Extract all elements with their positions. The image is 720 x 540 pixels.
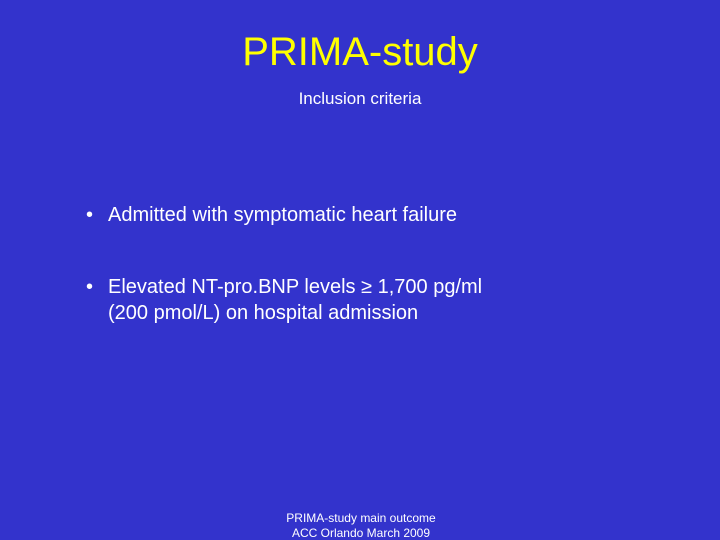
slide-title: PRIMA-study [242,30,478,74]
bullet-list [86,202,706,326]
bullet-item [86,202,706,228]
bullet-text: Admitted with symptomatic heart failure [108,204,458,226]
bullet-marker: • [86,276,94,298]
bullet-marker: • [86,204,94,226]
footer-line-1: PRIMA-study main outcome [286,511,436,525]
bullet-text: Elevated NT-pro.BNP levels ≥ 1,700 pg/ml (200 pmol/L) on hospital admission [108,276,483,324]
footer-line-2: ACC Orlando March 2009 [291,526,431,540]
slide-subtitle: Inclusion criteria [298,89,422,108]
slide-footer [0,511,720,540]
bullet-item [86,274,706,326]
